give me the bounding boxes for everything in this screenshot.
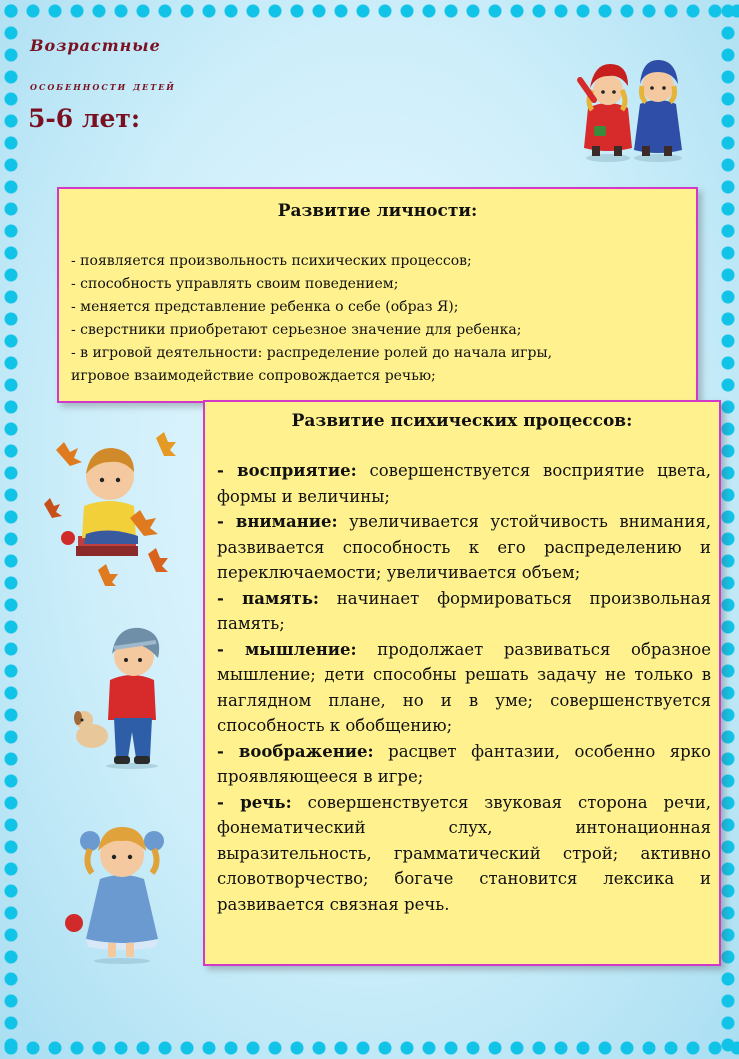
- processes-heading: Развитие психических процессов:: [291, 411, 633, 431]
- list-item: [217, 458, 711, 509]
- item-term: - речь:: [217, 792, 292, 812]
- dotted-border-top: [0, 0, 739, 22]
- list-item: - появляется произвольность психических процессов;: [71, 253, 472, 269]
- item-term: - восприятие:: [217, 461, 357, 480]
- dotted-border-bottom: [0, 1037, 739, 1059]
- list-item: - способность управлять своим поведением;: [71, 276, 399, 292]
- list-item: - сверстники приобретают серьезное значение для ребенка;: [71, 322, 522, 338]
- list-item: игровое взаимодействие сопровождается речью;: [71, 368, 436, 384]
- boy-with-puppy-image: [70, 620, 180, 770]
- item-text: совершенствуется восприятие цвета, формы и величины;: [217, 461, 711, 506]
- list-item: [217, 790, 711, 918]
- processes-box: [203, 400, 721, 966]
- personality-box: [57, 187, 698, 403]
- dotted-border-left: [0, 0, 22, 1059]
- item-text: увеличивается устойчивость внимания, развивается способность к его распределению и переключаемости; увеличивается объем;: [217, 512, 711, 582]
- title-age: 5-6 лет:: [28, 104, 141, 133]
- boy-autumn-leaves-image: [38, 426, 178, 586]
- item-text: начинает формироваться произвольная память;: [217, 588, 711, 633]
- item-term: - внимание:: [217, 512, 338, 531]
- list-item: [217, 509, 711, 586]
- item-term: - воображение:: [217, 741, 374, 761]
- title-line-2: особенности детей: [30, 80, 176, 93]
- personality-heading: Развитие личности:: [277, 201, 478, 221]
- item-text: совершенствуется звуковая сторона речи, фонематический слух, интонационная выразительность, грамматический строй; активно словотворчество; богаче становится лексика и развивается связная речь.: [217, 792, 711, 914]
- processes-list: [217, 458, 711, 917]
- item-term: - мышление:: [217, 639, 357, 659]
- personality-list: [71, 250, 691, 388]
- list-item: - в игровой деятельности: распределение ролей до начала игры,: [71, 345, 553, 361]
- children-pair-image: [572, 46, 700, 164]
- title-line-1: Возрастные: [30, 36, 161, 55]
- item-text: продолжает развиваться образное мышление; дети способны решать задачу не только в наглядном плане, но и в уме; совершенствуется способность к обобщению;: [217, 639, 712, 735]
- list-item: [217, 637, 711, 739]
- list-item: [217, 739, 711, 790]
- list-item: [217, 586, 711, 637]
- list-item: - меняется представление ребенка о себе (образ Я);: [71, 299, 459, 315]
- girl-with-ball-image: [60, 815, 180, 965]
- item-text: расцвет фантазии, особенно ярко проявляющееся в игре;: [217, 741, 711, 786]
- item-term: - память:: [217, 588, 319, 608]
